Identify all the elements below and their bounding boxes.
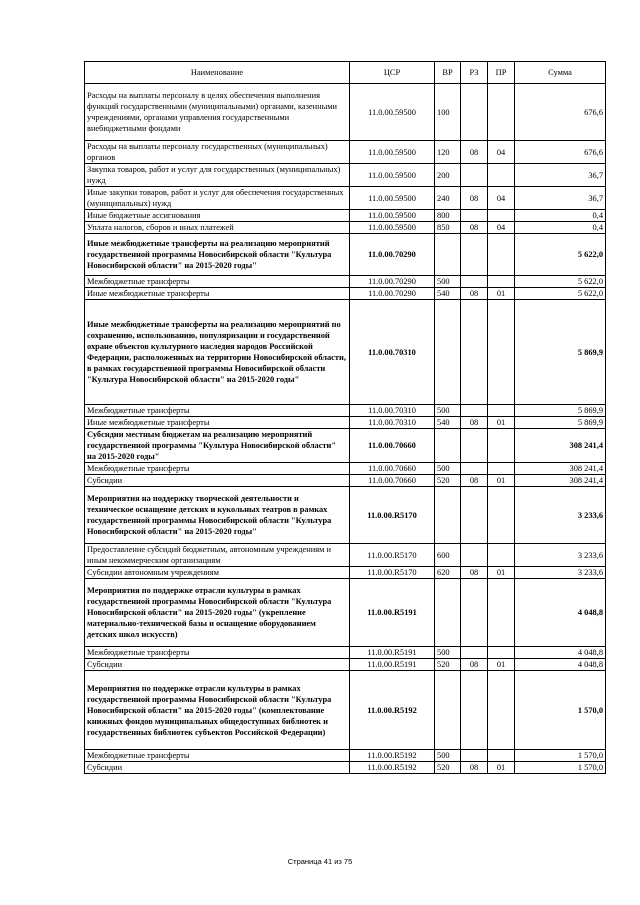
cell-sum: 5 622,0 <box>515 288 606 300</box>
cell-sum: 5 622,0 <box>515 276 606 288</box>
cell-sum: 308 241,4 <box>515 463 606 475</box>
table-row <box>85 475 606 487</box>
cell-code: 11.0.00.R5170 <box>350 567 435 579</box>
cell-sum: 1 570,0 <box>515 750 606 762</box>
cell-rz <box>461 210 488 222</box>
header-sum: Сумма <box>515 62 606 84</box>
cell-name: Иные бюджетные ассигнования <box>85 210 350 222</box>
cell-vr: 500 <box>435 463 461 475</box>
cell-vr: 100 <box>435 84 461 141</box>
cell-pr: 01 <box>488 567 515 579</box>
table-body <box>85 84 606 774</box>
table-row <box>85 210 606 222</box>
cell-code: 11.0.00.59500 <box>350 84 435 141</box>
cell-code: 11.0.00.59500 <box>350 210 435 222</box>
cell-code: 11.0.00.R5191 <box>350 659 435 671</box>
table-row <box>85 222 606 234</box>
cell-name: Иные межбюджетные трансферты на реализацию мероприятий государственной программы Новосибирской области "Культура Новосибирской области" на 2015-2020 годы" <box>85 234 350 276</box>
cell-code: 11.0.00.59500 <box>350 141 435 164</box>
table-row <box>85 647 606 659</box>
cell-rz <box>461 487 488 544</box>
cell-pr <box>488 300 515 405</box>
cell-name: Иные межбюджетные трансферты <box>85 417 350 429</box>
table-row <box>85 487 606 544</box>
table-row <box>85 750 606 762</box>
cell-code: 11.0.00.70310 <box>350 405 435 417</box>
table-row <box>85 288 606 300</box>
cell-name: Иные межбюджетные трансферты <box>85 288 350 300</box>
cell-sum: 3 233,6 <box>515 544 606 567</box>
cell-pr <box>488 579 515 647</box>
cell-code: 11.0.00.R5170 <box>350 544 435 567</box>
cell-name: Межбюджетные трансферты <box>85 405 350 417</box>
cell-vr: 800 <box>435 210 461 222</box>
cell-rz <box>461 276 488 288</box>
cell-name: Межбюджетные трансферты <box>85 750 350 762</box>
cell-vr: 500 <box>435 647 461 659</box>
cell-name: Мероприятия по поддержке отрасли культуры в рамках государственной программы Новосибирской области "Культура Новосибирской области" на 2015-2020 годы" (комплектование книжных фондов муниципальных общедоступных библиотек и государственных библиотек субъектов Российской Федерации) <box>85 671 350 750</box>
cell-pr: 04 <box>488 222 515 234</box>
cell-pr <box>488 276 515 288</box>
cell-vr <box>435 671 461 750</box>
cell-rz: 08 <box>461 288 488 300</box>
table-row <box>85 141 606 164</box>
cell-sum: 36,7 <box>515 187 606 210</box>
cell-vr: 540 <box>435 288 461 300</box>
cell-vr <box>435 429 461 463</box>
cell-rz: 08 <box>461 222 488 234</box>
cell-name: Мероприятия по поддержке отрасли культуры в рамках государственной программы Новосибирской области "Культура Новосибирской области" на 2015-2020 годы" (укрепление материально-технической базы и оснащение оборудованием детских школ искусств) <box>85 579 350 647</box>
table-row <box>85 659 606 671</box>
cell-sum: 1 570,0 <box>515 762 606 774</box>
cell-vr <box>435 487 461 544</box>
table-row <box>85 429 606 463</box>
cell-vr: 200 <box>435 164 461 187</box>
cell-sum: 4 048,8 <box>515 659 606 671</box>
cell-name: Субсидии автономным учреждениям <box>85 567 350 579</box>
cell-sum: 1 570,0 <box>515 671 606 750</box>
cell-vr: 240 <box>435 187 461 210</box>
cell-pr: 01 <box>488 762 515 774</box>
cell-rz: 08 <box>461 762 488 774</box>
cell-rz <box>461 164 488 187</box>
table-row <box>85 463 606 475</box>
cell-rz: 08 <box>461 659 488 671</box>
cell-name: Расходы на выплаты персоналу в целях обеспечения выполнения функций государственными (муниципальными) органами, казенными учреждениями, органами управления государственными внебюджетными фондами <box>85 84 350 141</box>
cell-code: 11.0.00.R5191 <box>350 647 435 659</box>
table-row <box>85 567 606 579</box>
header-code: ЦСР <box>350 62 435 84</box>
cell-pr: 01 <box>488 475 515 487</box>
cell-rz <box>461 84 488 141</box>
cell-pr <box>488 671 515 750</box>
header-rz: РЗ <box>461 62 488 84</box>
cell-name: Субсидии <box>85 762 350 774</box>
cell-code: 11.0.00.70660 <box>350 429 435 463</box>
cell-vr: 500 <box>435 750 461 762</box>
cell-pr <box>488 210 515 222</box>
cell-code: 11.0.00.R5191 <box>350 579 435 647</box>
cell-name: Закупка товаров, работ и услуг для государственных (муниципальных) нужд <box>85 164 350 187</box>
cell-pr: 01 <box>488 659 515 671</box>
table-row <box>85 671 606 750</box>
cell-pr <box>488 84 515 141</box>
cell-pr: 01 <box>488 417 515 429</box>
cell-code: 11.0.00.70290 <box>350 276 435 288</box>
cell-rz <box>461 429 488 463</box>
cell-pr: 01 <box>488 288 515 300</box>
table-header-row <box>85 62 606 84</box>
cell-vr <box>435 579 461 647</box>
cell-name: Иные закупки товаров, работ и услуг для обеспечения государственных (муниципальных) нужд <box>85 187 350 210</box>
cell-code: 11.0.00.70660 <box>350 475 435 487</box>
cell-vr <box>435 300 461 405</box>
cell-name: Межбюджетные трансферты <box>85 463 350 475</box>
cell-name: Уплата налогов, сборов и иных платежей <box>85 222 350 234</box>
cell-rz <box>461 579 488 647</box>
cell-rz <box>461 544 488 567</box>
cell-rz: 08 <box>461 567 488 579</box>
cell-name: Мероприятия на поддержку творческой деятельности и техническое оснащение детских и кукольных театров в рамках государственной программы Новосибирской области "Культура Новосибирской области" на 2015-2020 годы" <box>85 487 350 544</box>
cell-code: 11.0.00.59500 <box>350 222 435 234</box>
header-name: Наименование <box>85 62 350 84</box>
cell-sum: 4 048,8 <box>515 579 606 647</box>
cell-vr: 500 <box>435 405 461 417</box>
cell-vr: 500 <box>435 276 461 288</box>
cell-code: 11.0.00.59500 <box>350 164 435 187</box>
cell-code: 11.0.00.R5192 <box>350 671 435 750</box>
cell-name: Субсидии местным бюджетам на реализацию мероприятий государственной программы "Культура Новосибирской области" на 2015-2020 годы" <box>85 429 350 463</box>
cell-pr <box>488 487 515 544</box>
cell-name: Межбюджетные трансферты <box>85 276 350 288</box>
cell-sum: 308 241,4 <box>515 475 606 487</box>
cell-rz <box>461 647 488 659</box>
cell-pr <box>488 234 515 276</box>
cell-pr <box>488 463 515 475</box>
cell-rz: 08 <box>461 417 488 429</box>
cell-code: 11.0.00.R5192 <box>350 750 435 762</box>
cell-pr <box>488 750 515 762</box>
cell-pr: 04 <box>488 187 515 210</box>
table-row <box>85 762 606 774</box>
cell-pr: 04 <box>488 141 515 164</box>
cell-name: Предоставление субсидий бюджетным, автономным учреждениям и иным некоммерческим организациям <box>85 544 350 567</box>
table-row <box>85 300 606 405</box>
table-row <box>85 405 606 417</box>
cell-code: 11.0.00.70310 <box>350 417 435 429</box>
cell-vr: 520 <box>435 762 461 774</box>
cell-sum: 676,6 <box>515 84 606 141</box>
cell-name: Иные межбюджетные трансферты на реализацию мероприятий по сохранению, использованию, популяризации и государственной охране объектов культурного наследия народов Российской Федерации, расположенных на территории Новосибирской области, в рамках государственной программы Новосибирской области "Культура Новосибирской области" на 2015-2020 годы" <box>85 300 350 405</box>
cell-code: 11.0.00.R5192 <box>350 762 435 774</box>
table-row <box>85 579 606 647</box>
cell-rz <box>461 300 488 405</box>
cell-vr: 540 <box>435 417 461 429</box>
cell-rz <box>461 405 488 417</box>
cell-name: Субсидии <box>85 659 350 671</box>
table-row <box>85 417 606 429</box>
header-vr: ВР <box>435 62 461 84</box>
cell-sum: 308 241,4 <box>515 429 606 463</box>
cell-sum: 0,4 <box>515 222 606 234</box>
cell-pr <box>488 647 515 659</box>
cell-pr <box>488 429 515 463</box>
cell-name: Расходы на выплаты персоналу государственных (муниципальных) органов <box>85 141 350 164</box>
cell-pr <box>488 405 515 417</box>
cell-rz: 08 <box>461 187 488 210</box>
table-row <box>85 164 606 187</box>
cell-sum: 5 622,0 <box>515 234 606 276</box>
cell-sum: 3 233,6 <box>515 487 606 544</box>
cell-code: 11.0.00.70290 <box>350 288 435 300</box>
cell-code: 11.0.00.70660 <box>350 463 435 475</box>
cell-name: Межбюджетные трансферты <box>85 647 350 659</box>
table-row <box>85 276 606 288</box>
cell-name: Субсидии <box>85 475 350 487</box>
cell-code: 11.0.00.59500 <box>350 187 435 210</box>
cell-vr <box>435 234 461 276</box>
cell-rz <box>461 234 488 276</box>
table-row <box>85 84 606 141</box>
cell-pr <box>488 164 515 187</box>
cell-sum: 676,6 <box>515 141 606 164</box>
cell-code: 11.0.00.R5170 <box>350 487 435 544</box>
cell-vr: 520 <box>435 475 461 487</box>
cell-vr: 850 <box>435 222 461 234</box>
cell-sum: 5 869,9 <box>515 405 606 417</box>
cell-sum: 4 048,8 <box>515 647 606 659</box>
cell-sum: 0,4 <box>515 210 606 222</box>
cell-vr: 120 <box>435 141 461 164</box>
cell-sum: 36,7 <box>515 164 606 187</box>
page-number: Страница 41 из 75 <box>287 857 353 866</box>
budget-table <box>84 61 606 774</box>
header-pr: ПР <box>488 62 515 84</box>
table-row <box>85 187 606 210</box>
cell-code: 11.0.00.70310 <box>350 300 435 405</box>
cell-rz <box>461 463 488 475</box>
cell-sum: 5 869,9 <box>515 300 606 405</box>
cell-vr: 520 <box>435 659 461 671</box>
cell-code: 11.0.00.70290 <box>350 234 435 276</box>
table-row <box>85 544 606 567</box>
cell-rz: 08 <box>461 141 488 164</box>
cell-rz: 08 <box>461 475 488 487</box>
cell-rz <box>461 750 488 762</box>
cell-vr: 620 <box>435 567 461 579</box>
cell-vr: 600 <box>435 544 461 567</box>
cell-sum: 5 869,9 <box>515 417 606 429</box>
cell-sum: 3 233,6 <box>515 567 606 579</box>
cell-rz <box>461 671 488 750</box>
cell-pr <box>488 544 515 567</box>
table-row <box>85 234 606 276</box>
